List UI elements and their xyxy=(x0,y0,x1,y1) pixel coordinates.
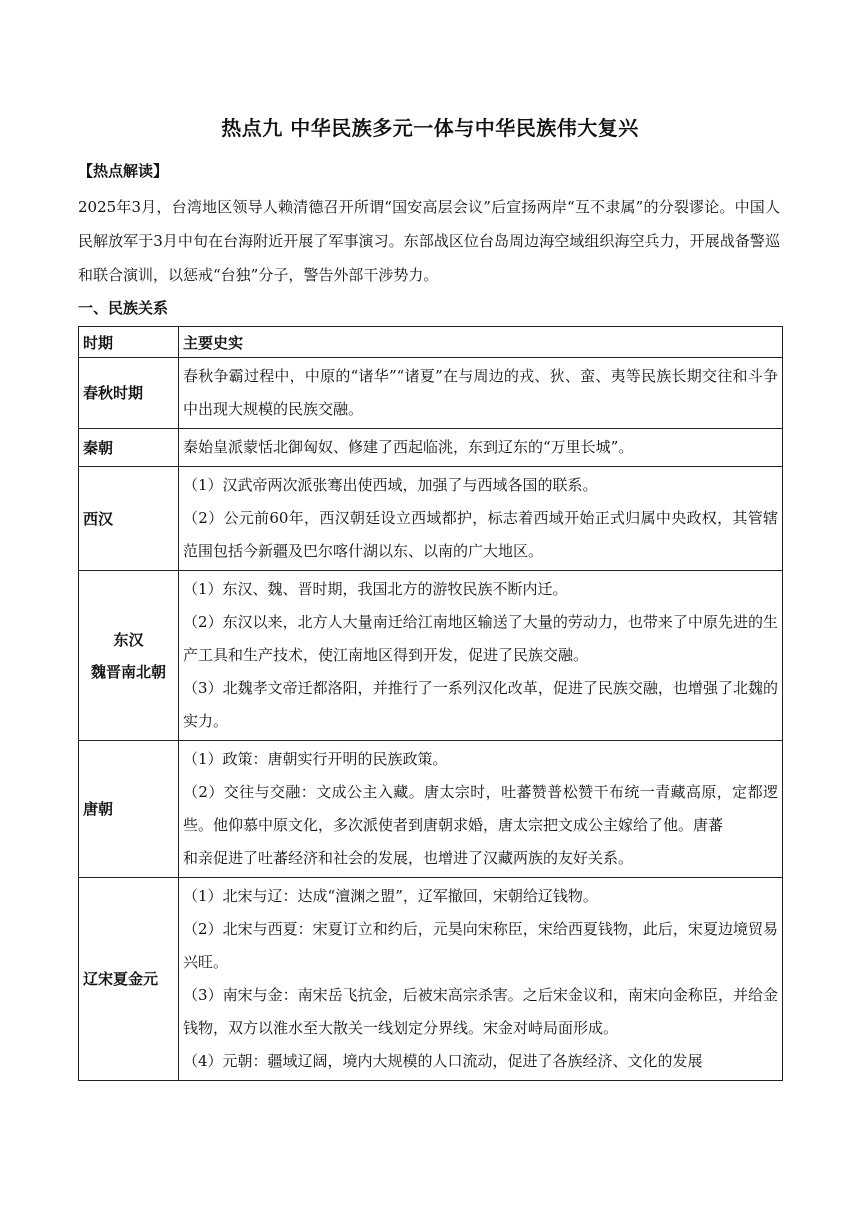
period-cell xyxy=(79,429,179,467)
ethnic-relations-table xyxy=(78,326,783,1081)
table-body xyxy=(79,358,783,1081)
period-cell xyxy=(79,467,179,571)
fact-item: （1）北宋与辽：达成“澶渊之盟”，辽军撤回，宋朝给辽钱物。 xyxy=(183,887,598,905)
fact-item: （2）东汉以来，北方人大量南迁给江南地区输送了大量的劳动力，也带来了中原先进的生产工具和生产技术，使江南地区得到开发，促进了民族交融。 xyxy=(183,613,778,664)
fact-item: （1）政策：唐朝实行开明的民族政策。 xyxy=(183,750,448,768)
table-row xyxy=(79,467,783,571)
facts-cell xyxy=(179,571,783,741)
period-label: 辽宋夏金元 xyxy=(83,970,159,988)
fact-item: 和亲促进了吐蕃经济和社会的发展，也增进了汉藏两族的友好关系。 xyxy=(183,849,634,867)
period-cell xyxy=(79,358,179,429)
fact-item: （2）北宋与西夏：宋夏订立和约后，元昊向宋称臣，宋给西夏钱物，此后，宋夏边境贸易兴旺。 xyxy=(183,920,778,971)
fact-item: 秦始皇派蒙恬北御匈奴、修建了西起临洮，东到辽东的“万里长城”。 xyxy=(183,438,634,456)
table-row xyxy=(79,429,783,467)
facts-cell xyxy=(179,467,783,571)
period-cell xyxy=(79,571,179,741)
table-header-row xyxy=(79,327,783,358)
fact-item: （4）元朝：疆域辽阔，境内大规模的人口流动，促进了各族经济、文化的发展 xyxy=(183,1052,703,1070)
fact-item: （2）交往与交融：文成公主入藏。唐太宗时，吐蕃赞普松赞干布统一青藏高原，定都逻些。他仰慕中原文化，多次派使者到唐朝求婚，唐太宗把文成公主嫁给了他。唐蕃 xyxy=(183,783,778,834)
page-title: 热点九 中华民族多元一体与中华民族伟大复兴 xyxy=(221,116,639,140)
period-cell xyxy=(79,741,179,878)
facts-cell xyxy=(179,878,783,1081)
header-period: 时期 xyxy=(79,327,179,358)
section-heading-ethnic-relations: 一、民族关系 xyxy=(78,299,169,317)
facts-cell xyxy=(179,358,783,429)
period-label: 唐朝 xyxy=(83,800,114,818)
table-row xyxy=(79,878,783,1081)
table-row xyxy=(79,358,783,429)
table-row xyxy=(79,741,783,878)
table-row xyxy=(79,571,783,741)
fact-item: （3）北魏孝文帝迁都洛阳，并推行了一系列汉化改革，促进了民族交融，也增强了北魏的实力。 xyxy=(183,679,778,730)
period-label: 春秋时期 xyxy=(83,384,144,402)
facts-cell xyxy=(179,741,783,878)
period-cell xyxy=(79,878,179,1081)
period-label: 秦朝 xyxy=(83,438,114,457)
interpretation-paragraph: 2025年3月，台湾地区领导人赖清德召开所谓“国安高层会议”后宣扬两岸“互不隶属”的分裂谬论。中国人民解放军于3月中旬在台海附近开展了军事演习。东部战区位台岛周边海空域组织海空兵力，开展战备警巡和联合演训，以惩戒“台独”分子，警告外部干涉势力。 xyxy=(78,198,780,284)
fact-item: （3）南宋与金：南宋岳飞抗金，后被宋高宗杀害。之后宋金议和，南宋向金称臣，并给金钱物，双方以淮水至大散关一线划定分界线。宋金对峙局面形成。 xyxy=(183,986,778,1037)
fact-item: （1）东汉、魏、晋时期，我国北方的游牧民族不断内迁。 xyxy=(183,580,568,598)
period-label: 东汉 xyxy=(113,630,144,649)
period-label: 西汉 xyxy=(83,509,114,528)
fact-item: （1）汉武帝两次派张骞出使西域，加强了与西域各国的联系。 xyxy=(183,476,598,494)
period-label: 魏晋南北朝 xyxy=(90,662,166,681)
facts-cell xyxy=(179,429,783,467)
header-facts: 主要史实 xyxy=(179,327,783,358)
fact-item: （2）公元前60年，西汉朝廷设立西域都护，标志着西域开始正式归属中央政权，其管辖范围包括今新疆及巴尔喀什湖以东、以南的广大地区。 xyxy=(183,509,778,560)
interpretation-label: 【热点解读】 xyxy=(78,162,169,180)
fact-item: 春秋争霸过程中，中原的“诸华”“诸夏”在与周边的戎、狄、蛮、夷等民族长期交往和斗争中出现大规模的民族交融。 xyxy=(183,367,778,418)
interpretation-text xyxy=(78,190,780,292)
